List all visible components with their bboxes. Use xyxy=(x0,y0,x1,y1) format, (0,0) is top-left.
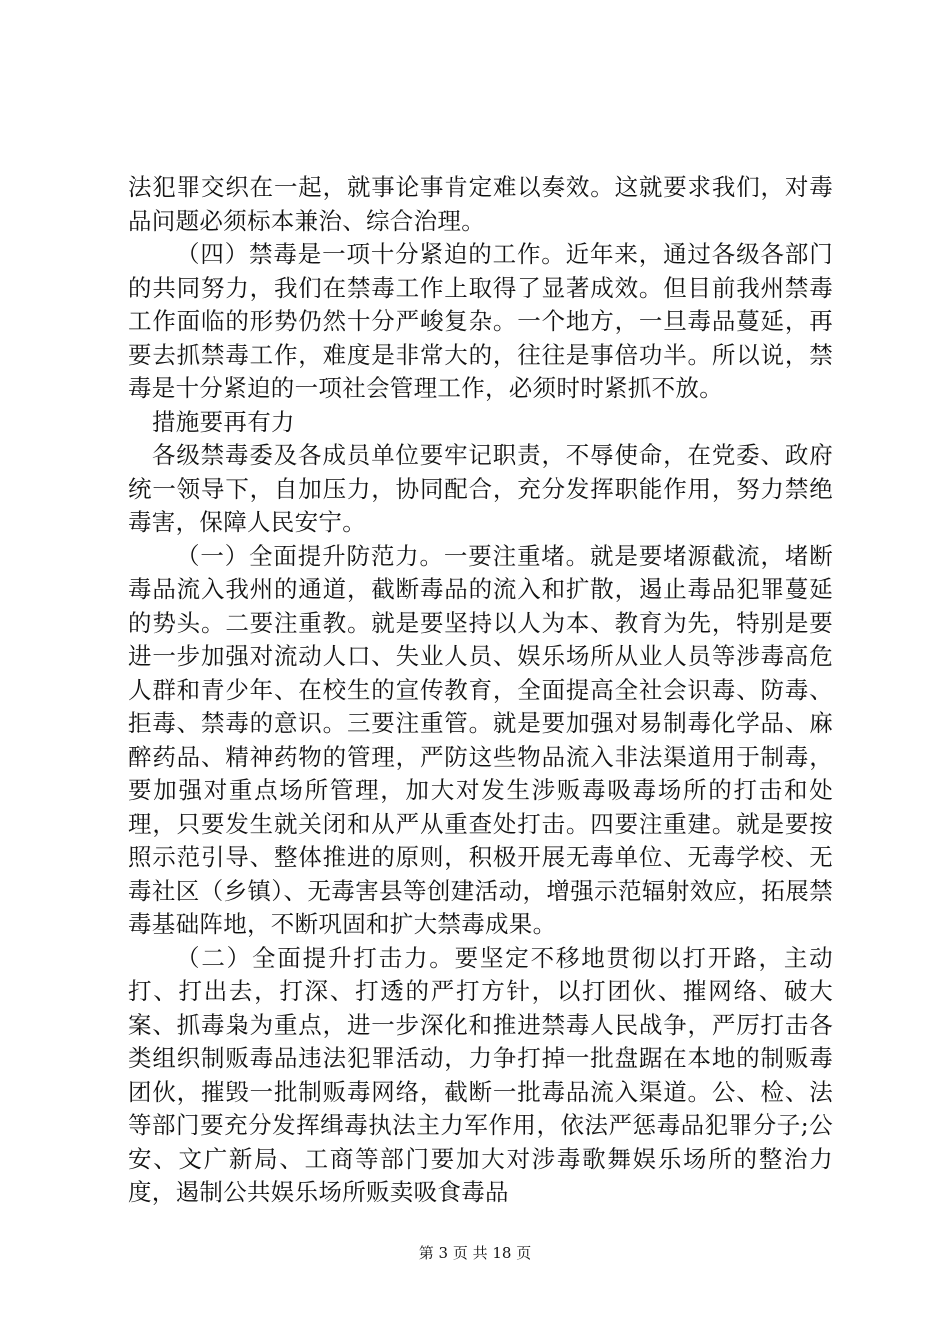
paragraph-intro: 各级禁毒委及各成员单位要牢记职责，不辱使命，在党委、政府统一领导下，自加压力，协同配合，充分发挥职能作用，努力禁绝毒害，保障人民安宁。 xyxy=(128,441,833,536)
paragraph-section-one: （一）全面提升防范力。一要注重堵。就是要堵源截流，堵断毒品流入我州的通道，截断毒品的流入和扩散，遏止毒品犯罪蔓延的势头。二要注重教。就是要坚持以人为本、教育为先，特别是要进一步加强对流动人口、失业人员、娱乐场所从业人员等涉毒高危人群和青少年、在校生的宣传教育，全面提高全社会识毒、防毒、拒毒、禁毒的意识。三要注重管。就是要加强对易制毒化学品、麻醉药品、精神药物的管理，严防这些物品流入非法渠道用于制毒，要加强对重点场所管理，加大对发生涉贩毒吸毒场所的打击和处理，只要发生就关闭和从严从重查处打击。四要注重建。就是要按照示范引导、整体推进的原则，积极开展无毒单位、无毒学校、无毒社区（乡镇）、无毒害县等创建活动，增强示范辐射效应，拓展禁毒基础阵地，不断巩固和扩大禁毒成果。 xyxy=(128,541,833,938)
page-number-footer: 第 3 页 共 18 页 xyxy=(418,1244,532,1262)
paragraph-section-four: （四）禁毒是一项十分紧迫的工作。近年来，通过各级各部门的共同努力，我们在禁毒工作上取得了显著成效。但目前我州禁毒工作面临的形势仍然十分严峻复杂。一个地方，一旦毒品蔓延，再要去抓禁毒工作，难度是非常大的，往往是事倍功半。所以说，禁毒是十分紧迫的一项社会管理工作，必须时时紧抓不放。 xyxy=(128,240,833,402)
paragraph-continuation: 法犯罪交织在一起，就事论事肯定难以奏效。这就要求我们，对毒品问题必须标本兼治、综合治理。 xyxy=(128,173,833,235)
document-body xyxy=(128,171,833,1210)
section-heading: 措施要再有力 xyxy=(152,407,295,436)
paragraph-section-two: （二）全面提升打击力。要坚定不移地贯彻以打开路，主动打、打出去，打深、打透的严打方针，以打团伙、摧网络、破大案、抓毒枭为重点，进一步深化和推进禁毒人民战争，严厉打击各类组织制贩毒品违法犯罪活动，力争打掉一批盘踞在本地的制贩毒团伙，摧毁一批制贩毒网络，截断一批毒品流入渠道。公、检、法等部门要充分发挥缉毒执法主力军作用，依法严惩毒品犯罪分子;公安、文广新局、工商等部门要加大对涉毒歌舞娱乐场所的整治力度，遏制公共娱乐场所贩卖吸食毒品 xyxy=(128,943,833,1206)
